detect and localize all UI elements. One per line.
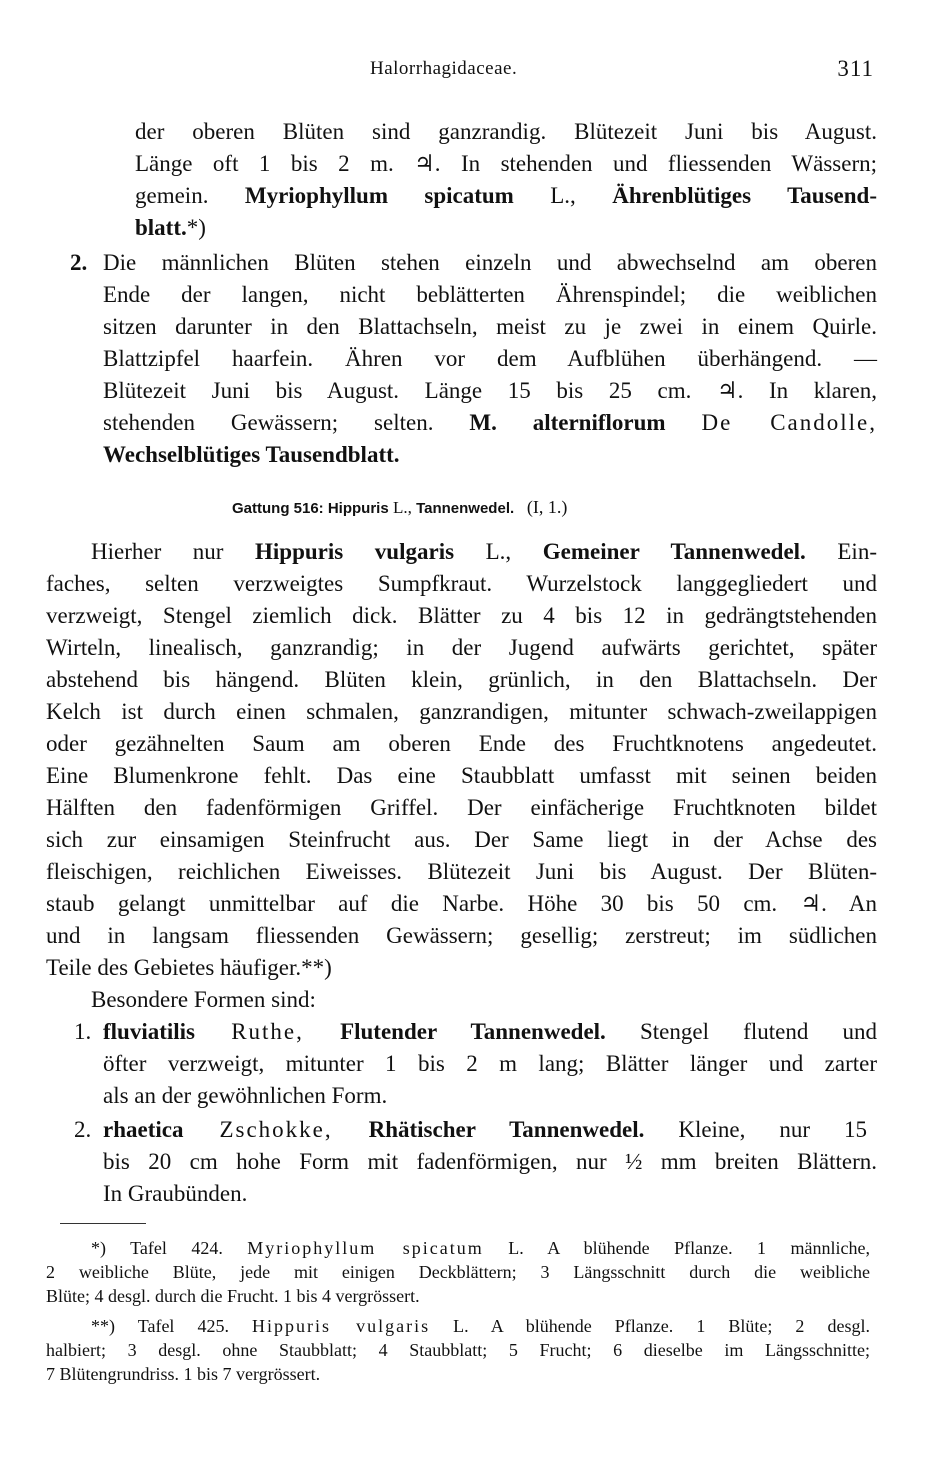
footnote-line <box>91 1314 870 1338</box>
form-name: fluviatilis <box>103 1019 196 1044</box>
text-line: Eine Blumenkrone fehlt. Das eine Staubblatt umfasst mit seinen beiden <box>46 763 877 788</box>
genus-title: Gattung 516: Hippuris <box>232 500 389 517</box>
text-line: abstehend bis hängend. Blüten klein, grünlich, in den Blattachseln. Der <box>46 667 877 692</box>
text-line: als an der gewöhnlichen Form. <box>103 1083 388 1108</box>
text-line <box>103 1114 867 1146</box>
text-line <box>103 407 877 439</box>
author-name: Ruthe, <box>195 1019 341 1044</box>
species-name: M. alterniflorum <box>469 410 666 435</box>
text-fragment: **) Tafel 425. <box>91 1316 253 1336</box>
text-line: faches, selten verzweigtes Sumpfkraut. Wurzelstock langgegliedert und <box>46 571 877 596</box>
text-line: oder gezähnelten Saum am oberen Ende des Fruchtknotens angedeutet. <box>46 731 877 756</box>
text-fragment: L., <box>513 183 613 208</box>
footnote-divider <box>60 1223 146 1224</box>
text-fragment: stehenden Gewässern; selten. <box>103 410 470 435</box>
common-name: blatt. <box>135 215 187 240</box>
text-line <box>135 212 206 244</box>
footnote-line: Blüte; 4 desgl. durch die Frucht. 1 bis 4 vergrössert. <box>46 1286 420 1306</box>
species-name: Hippuris vulgaris <box>255 539 455 564</box>
common-name: Flutender Tannenwedel. <box>340 1019 606 1044</box>
footnote-line: halbiert; 3 desgl. ohne Staubblatt; 4 Staubblatt; 5 Frucht; 6 dieselbe im Längsschnitte; <box>46 1340 870 1360</box>
text-line: Teile des Gebietes häufiger.**) <box>46 955 332 980</box>
text-fragment: *) Tafel 424. <box>91 1238 248 1258</box>
text-fragment: L. A blühende Pflanze. 1 männliche, <box>483 1238 871 1258</box>
text-line: öfter verzweigt, mitunter 1 bis 2 m lang; Blätter länger und zarter <box>103 1051 877 1076</box>
footnote-line: 7 Blütengrundriss. 1 bis 7 vergrössert. <box>46 1364 321 1384</box>
text-line: und in langsam fliessenden Gewässern; gesellig; zerstreut; im südlichen <box>46 923 877 948</box>
text-fragment: Hierher nur <box>91 539 256 564</box>
footnote-line <box>91 1236 870 1260</box>
text-line <box>103 1016 877 1048</box>
text-line <box>91 536 877 568</box>
text-fragment: Ein- <box>805 539 877 564</box>
text-fragment: Kleine, nur 15 <box>644 1117 868 1142</box>
page-header <box>0 58 930 88</box>
text-fragment: L., <box>454 539 543 564</box>
text-line: In Graubünden. <box>103 1181 248 1206</box>
text-line: Länge oft 1 bis 2 m. ♃. In stehenden und fliessenden Wässern; <box>135 151 877 176</box>
item-number: 2. <box>74 1117 92 1142</box>
text-line: der oberen Blüten sind ganzrandig. Blütezeit Juni bis August. <box>135 119 877 144</box>
running-title: Halorrhagidaceae. <box>370 58 518 79</box>
genus-heading <box>232 497 567 519</box>
text-line: Ende der langen, nicht beblätterten Ährenspindel; die weiblichen <box>103 282 877 307</box>
text-fragment: L., <box>388 498 417 517</box>
item-number: 1. <box>74 1019 92 1044</box>
common-name: Ährenblütiges Tausend- <box>612 183 877 208</box>
text-fragment: L. A blühende Pflanze. 1 Blüte; 2 desgl. <box>430 1316 870 1336</box>
text-line: verzweigt, Stengel ziemlich dick. Blätter zu 4 bis 12 in gedrängtstehenden <box>46 603 877 628</box>
form-name: rhaetica <box>103 1117 184 1142</box>
text-line: bis 20 cm hohe Form mit fadenförmigen, nur ½ mm breiten Blättern. <box>103 1149 877 1174</box>
text-line: Besondere Formen sind: <box>91 987 316 1012</box>
text-line: Blütezeit Juni bis August. Länge 15 bis 25 cm. ♃. In klaren, <box>103 378 877 403</box>
author-name: Zschokke, <box>183 1117 369 1142</box>
text-line: Blattzipfel haarfein. Ähren vor dem Aufblühen überhängend. — <box>103 346 877 371</box>
text-line: sitzen darunter in den Blattachseln, meist zu je zwei in einem Quirle. <box>103 314 877 339</box>
author-name: De Candolle, <box>701 410 877 435</box>
genus-common-name: Tannenwedel. <box>416 500 515 517</box>
species-name: Myriophyllum spicatum <box>247 1238 484 1258</box>
text-line <box>135 180 877 212</box>
page-number: 311 <box>837 56 874 81</box>
text-line: Hälften den fadenförmigen Griffel. Der einfächerige Fruchtknoten bildet <box>46 795 877 820</box>
item-number: 2. <box>70 250 88 275</box>
text-line: Wirteln, linealisch, ganzrandig; in der Jugend aufwärts gerichtet, später <box>46 635 877 660</box>
text-fragment: Stengel flutend und <box>605 1019 877 1044</box>
text-line: Die männlichen Blüten stehen einzeln und abwechselnd am oberen <box>103 250 877 275</box>
text-fragment: gemein. <box>135 183 209 208</box>
classification: (I, 1.) <box>526 497 568 517</box>
text-line: staub gelangt unmittelbar auf die Narbe. Höhe 30 bis 50 cm. ♃. An <box>46 891 877 916</box>
footnote-line: 2 weibliche Blüte, jede mit einigen Deckblättern; 3 Längsschnitt durch die weibliche <box>46 1262 870 1282</box>
species-name: Myriophyllum spicatum <box>244 183 514 208</box>
species-name: Hippuris vulgaris <box>252 1316 431 1336</box>
common-name: Gemeiner Tannenwedel. <box>542 539 806 564</box>
text-line: sich zur einsamigen Steinfrucht aus. Der Same liegt in der Achse des <box>46 827 877 852</box>
text-line: fleischigen, reichlichen Eiweisses. Blütezeit Juni bis August. Der Blüten- <box>46 859 877 884</box>
common-name: Wechselblütiges Tausendblatt. <box>103 442 400 467</box>
text-line: Kelch ist durch einen schmalen, ganzrandigen, mitunter schwach-zweilappigen <box>46 699 877 724</box>
common-name: Rhätischer Tannenwedel. <box>368 1117 645 1142</box>
footnote-marker: *) <box>186 215 206 240</box>
